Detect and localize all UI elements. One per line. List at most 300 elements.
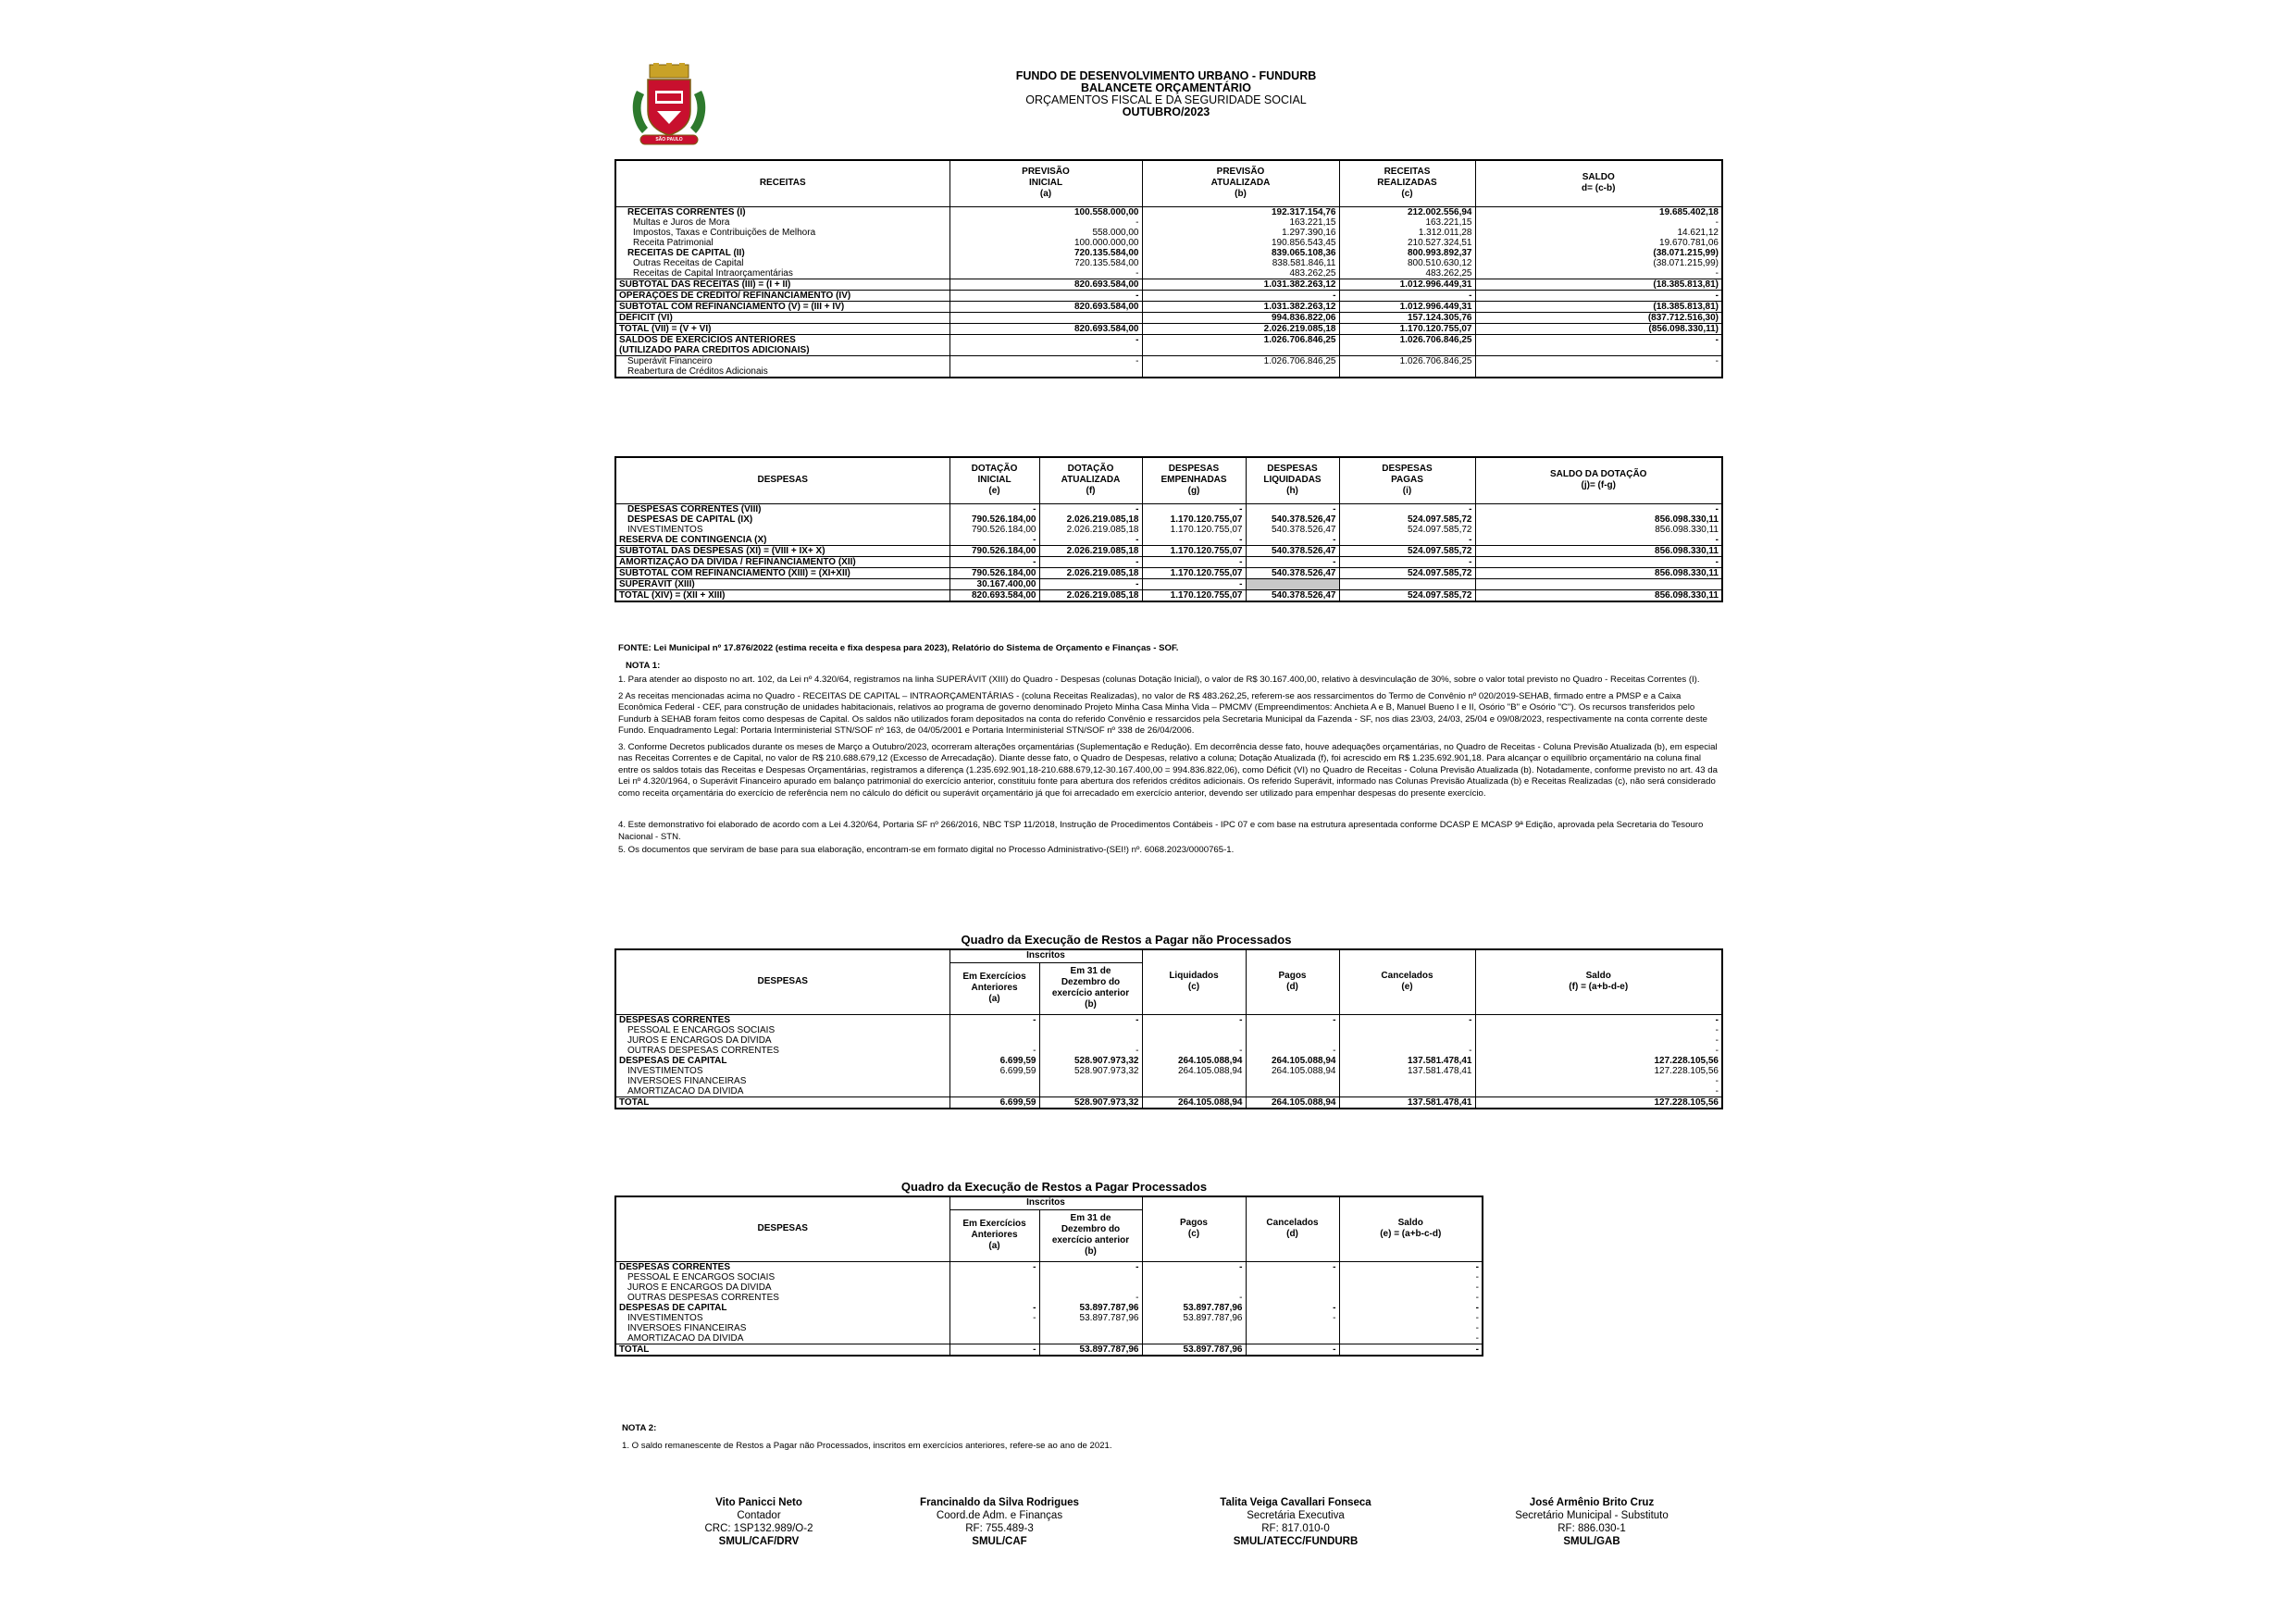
row-label: SUBTOTAL DAS DESPESAS (XI) = (VIII + IX+ X) <box>615 545 949 556</box>
row-value <box>1039 1333 1142 1344</box>
row-value <box>1475 366 1722 378</box>
row-value <box>1142 1035 1246 1046</box>
despesas-row <box>615 503 1722 514</box>
rpp-row <box>615 1313 1483 1323</box>
row-value: - <box>1246 1344 1339 1356</box>
row-value <box>1039 1323 1142 1333</box>
row-value: 528.907.973,32 <box>1039 1066 1142 1076</box>
rpnp-header-col0: DESPESAS <box>615 949 949 1014</box>
row-label: (UTILIZADO PARA CRÉDITOS ADICIONAIS) <box>619 344 810 355</box>
row-value: 540.378.526,47 <box>1246 545 1339 556</box>
row-value: 524.097.585,72 <box>1339 567 1475 578</box>
row-value: 856.098.330,11 <box>1475 567 1722 578</box>
row-value: - <box>1039 535 1142 546</box>
coat-of-arms-logo <box>629 63 709 148</box>
despesas-row <box>615 556 1722 567</box>
receitas-header-col4: SALDO d= (c-b) <box>1475 160 1722 206</box>
row-value: 100.000.000,00 <box>949 238 1142 248</box>
row-value: - <box>1475 290 1722 301</box>
row-label: DESPESAS DE CAPITAL <box>619 1302 727 1313</box>
rpp-header-col1: Em Exercícios Anteriores (a) <box>949 1209 1039 1261</box>
rpp-row <box>615 1344 1483 1356</box>
signature-unit: SMUL/ATECC/FUNDURB <box>1233 1536 1359 1547</box>
row-label: OUTRAS DESPESAS CORRENTES <box>627 1045 779 1056</box>
row-value: 856.098.330,11 <box>1475 545 1722 556</box>
row-value: 1.031.382.263,12 <box>1142 301 1339 312</box>
nota1-item-4: 4. Este demonstrativo foi elaborado de acordo com a Lei 4.320/64, Portaria SF nº 266/2016, NBC TSP 11/2018, Instrução de Procedimentos Contábeis - IPC 07 e com base na estrutura apresentada conforme DCASP E MCASP 9ª Edição, aprovada pela Secretaria do Tesouro Nacional - STN. <box>618 820 1704 842</box>
row-label: DÉFICIT (VI) <box>615 312 949 323</box>
rpnp-header-col5: Cancelados (e) <box>1339 949 1475 1014</box>
row-value: 6.699,59 <box>949 1056 1039 1066</box>
row-value: (38.071.215,99) <box>1475 248 1722 258</box>
row-value <box>1246 578 1339 589</box>
logo-motto: SÃO PAULO <box>655 137 683 142</box>
row-label: SUBTOTAL DAS RECEITAS (III) = (I + II) <box>615 279 949 290</box>
row-value: 790.526.184,00 <box>949 525 1039 535</box>
receitas-row <box>615 228 1722 238</box>
row-label: RECEITAS CORRENTES (I) <box>627 206 746 217</box>
row-label: INVESTIMENTOS <box>627 1065 703 1076</box>
nota1-item-1: 1. Para atender ao disposto no art. 102, da Lei nº 4.320/64, registramos na linha SUPERÁVIT (XIII) do Quadro - Despesas (colunas Dotação Inicial), o valor de R$ 30.167.400,00, relativo à desvinculação de 30%, sobre o valor total previsto no Quadro - Receitas Correntes (I). <box>618 675 1700 685</box>
header-title: FUNDO DE DESENVOLVIMENTO URBANO - FUNDURB <box>1015 69 1317 82</box>
row-value: - <box>1246 1261 1339 1272</box>
receitas-row <box>615 323 1722 334</box>
row-value: - <box>949 334 1142 345</box>
row-value: 1.170.120.755,07 <box>1142 567 1246 578</box>
row-value: 53.897.787,96 <box>1039 1303 1142 1313</box>
row-label: SUPERÁVIT (XIII) <box>615 578 949 589</box>
row-value: - <box>1475 1076 1722 1086</box>
row-value <box>1246 1025 1339 1035</box>
row-value: - <box>1339 1261 1483 1272</box>
row-value <box>949 312 1142 323</box>
receitas-row <box>615 238 1722 248</box>
row-value: 6.699,59 <box>949 1066 1039 1076</box>
row-label: Receitas de Capital Intraorçamentárias <box>633 267 793 279</box>
rpp-header-col4: Cancelados (d) <box>1246 1196 1339 1261</box>
row-label: Outras Receitas de Capital <box>633 257 744 268</box>
row-value: 100.558.000,00 <box>949 206 1142 217</box>
row-label: JUROS E ENCARGOS DA DÍVIDA <box>627 1035 772 1046</box>
despesas-header-col5: DESPESAS PAGAS (i) <box>1339 457 1475 503</box>
despesas-header-col4: DESPESAS LIQUIDADAS (h) <box>1246 457 1339 503</box>
row-value: - <box>949 1046 1039 1056</box>
row-value: 1.170.120.755,07 <box>1339 323 1475 334</box>
row-value: 1.026.706.846,25 <box>1339 355 1475 366</box>
row-value: - <box>949 290 1142 301</box>
nota1-item-5: 5. Os documentos que serviram de base para sua elaboração, encontram-se em formato digital no Processo Administrativo-(SEI!) nº. 6068.2023/0000765-1. <box>618 845 1235 855</box>
rpp-row <box>615 1293 1483 1303</box>
row-value: 127.228.105,56 <box>1475 1056 1722 1066</box>
row-value: 720.135.584,00 <box>949 258 1142 268</box>
row-value <box>1246 1272 1339 1282</box>
row-value: 856.098.330,11 <box>1475 514 1722 525</box>
row-value: 720.135.584,00 <box>949 248 1142 258</box>
row-value: 264.105.088,94 <box>1142 1056 1246 1066</box>
row-value <box>1339 345 1475 356</box>
row-value: 838.581.846,11 <box>1142 258 1339 268</box>
signature-secretario <box>1453 1496 1731 1548</box>
row-value: - <box>1475 1025 1722 1035</box>
row-value: - <box>1142 1046 1246 1056</box>
row-value: 127.228.105,56 <box>1475 1096 1722 1109</box>
row-value: - <box>1246 1303 1339 1313</box>
row-value: 210.527.324,51 <box>1339 238 1475 248</box>
row-label: Impostos, Taxas e Contribuições de Melhora <box>633 227 816 238</box>
rpnp-row <box>615 1066 1722 1076</box>
header-period: OUTUBRO/2023 <box>1122 105 1210 118</box>
row-value: - <box>1339 1282 1483 1293</box>
row-value <box>1246 1282 1339 1293</box>
receitas-row <box>615 366 1722 378</box>
receitas-row <box>615 345 1722 356</box>
rpp-row <box>615 1333 1483 1344</box>
row-value: 30.167.400,00 <box>949 578 1039 589</box>
signature-secretaria <box>1157 1496 1434 1548</box>
row-value: 528.907.973,32 <box>1039 1056 1142 1066</box>
row-value <box>1475 345 1722 356</box>
row-value: 2.026.219.085,18 <box>1039 567 1142 578</box>
row-value: - <box>949 1303 1039 1313</box>
nota1-item-3: 3. Conforme Decretos publicados durante os meses de Março a Outubro/2023, ocorreram alterações orçamentárias (Suplementação e Redução). Em decorrência desse fato, houve adequações orçamentárias, no Quadro de Receitas - Coluna Previsão Atualizada (b), em especial nas Receitas Correntes e de Capital, no valor de R$ 210.688.679,12 (Excesso de Arrecadação). Diante desse fato, o Quadro de Despesas, relativo a coluna; Dotação Atualizada (f), foi acrescido em R$ 1.235.692.901,18. Para alcançar o equilíbrio orçamentário na coluna final entre os saldos totais das Receitas e Despesas Orçamentárias, registramos a diferença (1.235.692.901,18-210.688.679,12-30.167.400,00 = 994.836.822,06), como Déficit (VI) no Quadro de Receitas - Coluna Previsão Atualizada (b). Notadamente, conforme previsto no art. 43 da Lei nº 4.320/1964, o Superávit Financeiro apurado em balanço patrimonial do exercício anterior, constituiu fonte para abertura dos referidos créditos adicionais. Os referido Superávit, informado nas Colunas Previsão Atualizada (b) e Receitas Realizadas (c), não será considerado como receita orçamentária do exercício de referência nem no cálculo do déficit ou superávit orçamentário já que foi arrecadado em exercício anterior, devendo ser utilizado para empenhar despesas do presente exercício. <box>618 741 1718 799</box>
row-value: 53.897.787,96 <box>1142 1303 1246 1313</box>
row-value: - <box>949 1344 1039 1356</box>
rpnp-row <box>615 1014 1722 1025</box>
row-value: - <box>1339 535 1475 546</box>
row-value: 540.378.526,47 <box>1246 589 1339 601</box>
row-label: RESERVA DE CONTINGÊNCIA (X) <box>619 534 767 545</box>
row-value: 137.581.478,41 <box>1339 1056 1475 1066</box>
rpnp-body <box>615 1014 1722 1109</box>
row-label: Multas e Juros de Mora <box>633 217 730 228</box>
row-label: DESPESAS DE CAPITAL (IX) <box>627 514 753 525</box>
row-value: - <box>949 355 1142 366</box>
rpnp-row <box>615 1056 1722 1066</box>
row-value <box>1039 1025 1142 1035</box>
fonte-text: FONTE: Lei Municipal nº 17.876/2022 (estima receita e fixa despesa para 2023), Relatório do Sistema de Orçamento e Finanças - SOF. <box>618 643 1179 653</box>
signature-name: José Armênio Brito Cruz <box>1529 1497 1655 1508</box>
row-value: - <box>949 503 1039 514</box>
row-value: 820.693.584,00 <box>949 323 1142 334</box>
rpp-header-col5: Saldo (e) = (a+b-c-d) <box>1339 1196 1483 1261</box>
row-value: 264.105.088,94 <box>1142 1096 1246 1109</box>
row-value: - <box>1039 578 1142 589</box>
signature-id: RF: 817.010-0 <box>1261 1523 1330 1534</box>
row-value: 1.026.706.846,25 <box>1142 334 1339 345</box>
row-label: SUBTOTAL COM REFINANCIAMENTO (V) = (III + IV) <box>615 301 949 312</box>
row-label: TOTAL (XIV) = (XII + XIII) <box>615 589 949 601</box>
row-value: 540.378.526,47 <box>1246 567 1339 578</box>
row-value: 1.170.120.755,07 <box>1142 545 1246 556</box>
signature-id: CRC: 1SP132.989/O-2 <box>704 1523 813 1534</box>
row-value <box>1339 366 1475 378</box>
signature-unit: SMUL/CAF/DRV <box>718 1536 800 1547</box>
row-label: SALDOS DE EXERCÍCIOS ANTERIORES <box>615 334 949 345</box>
row-value: - <box>1339 290 1475 301</box>
row-value <box>1142 345 1339 356</box>
rp-nao-processados-table <box>614 948 1723 1109</box>
row-value <box>1142 1333 1246 1344</box>
receitas-row <box>615 279 1722 290</box>
row-value: - <box>1246 1046 1339 1056</box>
row-value: 820.693.584,00 <box>949 279 1142 290</box>
row-label: JUROS E ENCARGOS DA DÍVIDA <box>627 1282 772 1293</box>
signature-coordenador <box>861 1496 1138 1548</box>
receitas-row <box>615 217 1722 228</box>
despesas-header-col2: DOTAÇÃO ATUALIZADA (f) <box>1039 457 1142 503</box>
row-label: TOTAL <box>615 1096 949 1109</box>
row-value: - <box>1475 1046 1722 1056</box>
row-value: 157.124.305,76 <box>1339 312 1475 323</box>
row-label: DESPESAS CORRENTES <box>619 1261 731 1272</box>
row-value: - <box>1142 503 1246 514</box>
row-value: 192.317.154,76 <box>1142 206 1339 217</box>
nota1-title: NOTA 1: <box>626 660 661 671</box>
row-value <box>1339 1025 1475 1035</box>
receitas-table <box>614 159 1723 378</box>
row-value: - <box>1339 503 1475 514</box>
row-label: PESSOAL E ENCARGOS SOCIAIS <box>627 1271 776 1282</box>
row-value: - <box>1339 1344 1483 1356</box>
row-value: 483.262,25 <box>1142 268 1339 279</box>
row-value: 2.026.219.085,18 <box>1039 545 1142 556</box>
despesas-row <box>615 589 1722 601</box>
nota2-section <box>622 1423 1455 1452</box>
despesas-body <box>615 503 1722 601</box>
receitas-row <box>615 248 1722 258</box>
row-value: 558.000,00 <box>949 228 1142 238</box>
rp-nao-processados-title: Quadro da Execução de Restos a Pagar não Processados <box>961 933 1292 947</box>
row-value: 1.026.706.846,25 <box>1142 355 1339 366</box>
receitas-header-col3: RECEITAS REALIZADAS (c) <box>1339 160 1475 206</box>
despesas-row <box>615 545 1722 556</box>
row-value: - <box>1039 1046 1142 1056</box>
row-value <box>949 1333 1039 1344</box>
row-value: - <box>1246 1014 1339 1025</box>
row-value <box>1039 1086 1142 1097</box>
row-value: 790.526.184,00 <box>949 514 1039 525</box>
row-value: - <box>1339 1323 1483 1333</box>
row-value: 524.097.585,72 <box>1339 589 1475 601</box>
row-value: - <box>1475 535 1722 546</box>
row-value: 264.105.088,94 <box>1246 1066 1339 1076</box>
row-value: 790.526.184,00 <box>949 545 1039 556</box>
rpnp-row <box>615 1046 1722 1056</box>
row-value: 1.012.996.449,31 <box>1339 279 1475 290</box>
signature-unit: SMUL/CAF <box>972 1536 1027 1547</box>
row-value: - <box>1475 1014 1722 1025</box>
receitas-header-col2: PREVISÃO ATUALIZADA (b) <box>1142 160 1339 206</box>
receitas-row <box>615 301 1722 312</box>
row-value <box>949 1035 1039 1046</box>
row-value: - <box>1475 217 1722 228</box>
header-line3: ORÇAMENTOS FISCAL E DA SEGURIDADE SOCIAL <box>1025 93 1307 106</box>
row-label: PESSOAL E ENCARGOS SOCIAIS <box>627 1024 776 1035</box>
row-value: (18.385.813,81) <box>1475 279 1722 290</box>
row-value: - <box>1246 535 1339 546</box>
header-subtitle: BALANCETE ORÇAMENTÁRIO <box>1080 81 1252 94</box>
row-label: OUTRAS DESPESAS CORRENTES <box>627 1292 779 1303</box>
rpp-header-col3: Pagos (c) <box>1142 1196 1246 1261</box>
row-label: TOTAL (VII) = (V + VI) <box>615 323 949 334</box>
row-value <box>1142 1025 1246 1035</box>
row-value: - <box>1142 556 1246 567</box>
row-label: AMORTIZACÃO DA DÍVIDA <box>627 1332 744 1344</box>
row-value: (38.071.215,99) <box>1475 258 1722 268</box>
row-value: - <box>1475 268 1722 279</box>
row-value: 264.105.088,94 <box>1142 1066 1246 1076</box>
row-value: - <box>1339 1303 1483 1313</box>
row-value: - <box>949 1313 1039 1323</box>
rpp-header-inscritos: Inscritos <box>949 1196 1142 1209</box>
despesas-header-col3: DESPESAS EMPENHADAS (g) <box>1142 457 1246 503</box>
row-value <box>949 1086 1039 1097</box>
row-value <box>1339 1086 1475 1097</box>
row-value: - <box>1475 1035 1722 1046</box>
row-label: AMORTIZAÇÃO DA DÍVIDA / REFINANCIAMENTO (XII) <box>615 556 949 567</box>
document-header <box>777 70 1555 118</box>
row-value: - <box>1246 556 1339 567</box>
row-value: - <box>1475 503 1722 514</box>
row-value: (837.712.516,30) <box>1475 312 1722 323</box>
row-value <box>949 366 1142 378</box>
row-value: - <box>1246 503 1339 514</box>
row-value: - <box>1339 1293 1483 1303</box>
row-label: INVESTIMENTOS <box>627 1312 703 1323</box>
row-value: 1.012.996.449,31 <box>1339 301 1475 312</box>
row-value <box>1142 1086 1246 1097</box>
row-label: TOTAL <box>615 1344 949 1356</box>
row-value: 1.031.382.263,12 <box>1142 279 1339 290</box>
row-label: AMORTIZACÃO DA DÍVIDA <box>627 1085 744 1096</box>
row-value: 53.897.787,96 <box>1039 1344 1142 1356</box>
row-value: - <box>1475 1086 1722 1097</box>
row-value: 856.098.330,11 <box>1475 525 1722 535</box>
row-value <box>1039 1282 1142 1293</box>
row-value <box>1246 1076 1339 1086</box>
row-value: 19.670.781,06 <box>1475 238 1722 248</box>
row-value: 524.097.585,72 <box>1339 545 1475 556</box>
nota2-item-1: 1. O saldo remanescente de Restos a Pagar não Processados, inscritos em exercícios anteriores, refere-se ao ano de 2021. <box>622 1440 1112 1451</box>
row-value: 53.897.787,96 <box>1142 1313 1246 1323</box>
row-value <box>1246 1333 1339 1344</box>
despesas-header-col6: SALDO DA DOTAÇÃO (j)= (f-g) <box>1475 457 1722 503</box>
row-value: 137.581.478,41 <box>1339 1066 1475 1076</box>
row-value: - <box>949 535 1039 546</box>
row-value: 540.378.526,47 <box>1246 525 1339 535</box>
row-value: - <box>1039 1261 1142 1272</box>
row-value: - <box>1339 1313 1483 1323</box>
row-label: INVESTIMENTOS <box>627 524 703 535</box>
row-value <box>1039 1035 1142 1046</box>
despesas-table <box>614 456 1723 602</box>
row-value: (856.098.330,11) <box>1475 323 1722 334</box>
row-value: 1.312.011,28 <box>1339 228 1475 238</box>
row-value: 800.510.630,12 <box>1339 258 1475 268</box>
row-value <box>1246 1323 1339 1333</box>
row-value <box>1039 1272 1142 1282</box>
row-value: - <box>1039 1014 1142 1025</box>
row-label: DESPESAS DE CAPITAL <box>619 1055 727 1066</box>
row-label: SUBTOTAL COM REFINANCIAMENTO (XIII) = (XI+XII) <box>615 567 949 578</box>
despesas-row <box>615 578 1722 589</box>
signature-unit: SMUL/GAB <box>1563 1536 1620 1547</box>
rpnp-header-col4: Pagos (d) <box>1246 949 1339 1014</box>
row-value <box>1339 578 1475 589</box>
row-value <box>949 1272 1039 1282</box>
rpp-header-col0: DESPESAS <box>615 1196 949 1261</box>
row-value: 528.907.973,32 <box>1039 1096 1142 1109</box>
rpp-row <box>615 1282 1483 1293</box>
row-value: 1.297.390,16 <box>1142 228 1339 238</box>
row-value: 524.097.585,72 <box>1339 525 1475 535</box>
rpp-body <box>615 1261 1483 1356</box>
row-value: 856.098.330,11 <box>1475 589 1722 601</box>
row-value: 820.693.584,00 <box>949 301 1142 312</box>
row-label: DESPESAS CORRENTES <box>619 1014 731 1025</box>
row-value <box>949 1293 1039 1303</box>
row-label: DESPESAS CORRENTES (VIII) <box>627 503 762 514</box>
row-value: - <box>1475 334 1722 345</box>
signature-role: Secretário Municipal - Substituto <box>1515 1510 1669 1521</box>
row-value: 53.897.787,96 <box>1142 1344 1246 1356</box>
rpp-row <box>615 1323 1483 1333</box>
row-value: 14.621,12 <box>1475 228 1722 238</box>
signature-id: RF: 886.030-1 <box>1558 1523 1626 1534</box>
row-value <box>1142 1323 1246 1333</box>
row-value: 1.170.120.755,07 <box>1142 589 1246 601</box>
row-value: 820.693.584,00 <box>949 589 1039 601</box>
rpp-row <box>615 1303 1483 1313</box>
row-value <box>1142 366 1339 378</box>
row-label: INVERSÕES FINANCEIRAS <box>627 1075 747 1086</box>
row-value: - <box>949 1014 1039 1025</box>
row-value <box>1142 1076 1246 1086</box>
row-value <box>949 1282 1039 1293</box>
despesas-row <box>615 567 1722 578</box>
row-value: 19.685.402,18 <box>1475 206 1722 217</box>
row-value: 163.221,15 <box>1142 217 1339 228</box>
row-value: - <box>949 268 1142 279</box>
row-value: - <box>1142 1261 1246 1272</box>
signature-name: Vito Panicci Neto <box>715 1497 802 1508</box>
row-value: 524.097.585,72 <box>1339 514 1475 525</box>
row-value: 483.262,25 <box>1339 268 1475 279</box>
row-value: 2.026.219.085,18 <box>1039 525 1142 535</box>
row-value: 163.221,15 <box>1339 217 1475 228</box>
rpnp-header-col6: Saldo (f) = (a+b-d-e) <box>1475 949 1722 1014</box>
row-value: - <box>1142 290 1339 301</box>
row-value: - <box>1142 535 1246 546</box>
signature-contador <box>648 1496 870 1548</box>
row-value: - <box>1339 1333 1483 1344</box>
rpnp-row <box>615 1086 1722 1097</box>
row-value: - <box>1142 1293 1246 1303</box>
row-value <box>1339 1076 1475 1086</box>
row-value: - <box>1475 355 1722 366</box>
rpnp-row <box>615 1035 1722 1046</box>
row-value <box>949 1323 1039 1333</box>
row-label: RECEITAS DE CAPITAL (II) <box>627 247 745 258</box>
row-value: (18.385.813,81) <box>1475 301 1722 312</box>
row-value: 127.228.105,56 <box>1475 1066 1722 1076</box>
signature-role: Secretária Executiva <box>1247 1510 1345 1521</box>
row-value: - <box>1142 1014 1246 1025</box>
row-value: - <box>1475 556 1722 567</box>
row-value <box>1475 578 1722 589</box>
rpnp-header-col2: Em 31 de Dezembro do exercício anterior (b) <box>1039 962 1142 1014</box>
notes-section <box>618 643 1721 857</box>
